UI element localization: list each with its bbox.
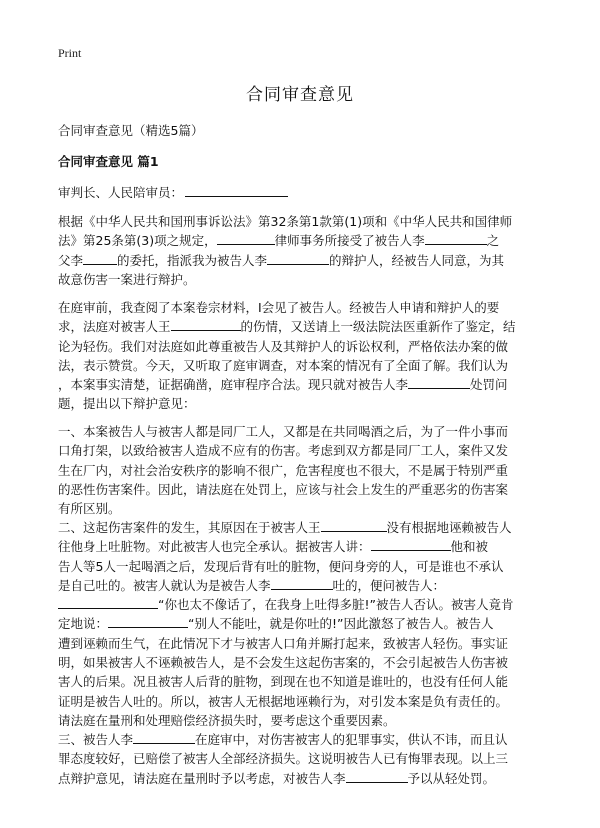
- text-segment: 定地说：: [58, 616, 109, 632]
- text-segment: ，本案事实清楚，证据确凿，庭审程序合法。现只就对被告人李: [58, 377, 409, 393]
- paragraph-point-one: [58, 422, 544, 518]
- blank-line: [133, 730, 195, 744]
- text-segment: 律师事务所接受了被告人李: [274, 233, 425, 249]
- text-segment: 二、这起伤害案件的发生，其原因在于被害人王: [58, 520, 321, 535]
- blank-line: [171, 317, 241, 331]
- print-link[interactable]: Print: [58, 46, 82, 60]
- text-segment: 生在厂内，对社会治安秩序的影响不很广，危害程度也不很大，不是属于特别严重: [58, 462, 509, 478]
- text-segment: 口角打架，以致给被害人造成不应有的伤害。考虑到双方都是同厂工人，案件又发: [58, 443, 509, 459]
- text-line: [58, 730, 544, 749]
- text-segment: 明，如果被害人不诬赖被告人，是不会发生这起伤害案的，不会引起被告人伤害被: [58, 655, 509, 671]
- text-line: [58, 537, 544, 556]
- text-line: [58, 394, 544, 413]
- text-segment: 遭到诬赖而生气，在此情况下才与被害人口角并厮打起来，致被害人轻伤。事实证: [58, 635, 509, 651]
- text-segment: 题，提出以下辩护意见：: [58, 396, 196, 412]
- text-line: [58, 692, 544, 711]
- text-line: [58, 672, 544, 691]
- text-line: [58, 231, 544, 250]
- salutation-text: 审判长、人民陪审员：: [58, 185, 184, 200]
- text-line: [58, 375, 544, 394]
- text-segment: 故意伤害一案进行辩护。: [58, 271, 196, 287]
- text-segment: 论为轻伤。我们对法庭如此尊重被告人及其辩护人的诉讼权利，严格依法办案的做: [58, 338, 509, 354]
- paragraph-legal-basis: [58, 212, 544, 289]
- document-title: 合同审查意见: [246, 85, 354, 105]
- blank-line: [321, 518, 387, 532]
- paragraph-point-two: [58, 518, 544, 730]
- blank-line: [267, 251, 329, 265]
- text-line: [58, 614, 544, 633]
- blank-line: [83, 251, 117, 265]
- text-line: [58, 212, 544, 231]
- text-segment: “你也太不像话了，在我身上吐得多脏!”被告人否认。被害人竟肯: [158, 597, 514, 613]
- text-segment: 求，法庭对被害人王: [58, 319, 171, 335]
- text-segment: 点辩护意见，请法庭在量刑时予以考虑，对被告人李: [58, 770, 346, 786]
- text-segment: 罪态度较好，已赔偿了被害人全部经济损失。这说明被告人已有悔罪表现。以上三: [58, 751, 509, 767]
- text-segment: 有所区别。: [58, 501, 121, 517]
- text-segment: “别人不能吐，就是你吐的!”因此激怒了被告人。被告人: [188, 616, 494, 632]
- text-line: [58, 337, 544, 356]
- text-line: [58, 576, 544, 595]
- text-segment: 予以从轻处罚。: [407, 770, 496, 786]
- document-subtitle: 合同审查意见（精选5篇）: [58, 123, 204, 138]
- text-segment: 害人的后果。况且被害人后背的脏物，到现在也不知道是谁吐的，也没有任何人能: [58, 674, 509, 690]
- text-segment: 法，表示赞赏。今天，又听取了庭审调查，对本案的情况有了全面了解。我们认为: [58, 357, 509, 373]
- text-segment: 父李: [58, 252, 84, 268]
- text-line: [58, 422, 544, 441]
- text-line: [58, 557, 544, 576]
- text-line: [58, 595, 544, 614]
- text-line: [58, 317, 544, 336]
- text-segment: 是自己吐的。被害人就认为是被告人李: [58, 577, 271, 593]
- text-segment: 吐的，便问被告人：: [332, 577, 446, 593]
- blank-line: [408, 375, 470, 389]
- text-segment: 处罚问: [470, 377, 508, 393]
- text-line: [58, 270, 544, 289]
- text-segment: 三、被告人李: [58, 732, 134, 747]
- text-line: [58, 518, 544, 537]
- text-segment: 法》第25条第(3)项之规定，: [58, 233, 217, 249]
- text-segment: 没有根据地诬赖被告人: [386, 520, 512, 535]
- text-segment: 的辩护人，经被告人同意，为其: [329, 252, 505, 268]
- text-line: [58, 298, 544, 317]
- text-line: [58, 769, 544, 788]
- paragraph-pretrial: [58, 298, 544, 414]
- text-line: [58, 499, 544, 518]
- text-segment: 在庭审前，我查阅了本案卷宗材料，I会见了被告人。经被告人申请和辩护人的要: [58, 300, 500, 315]
- text-segment: 之: [486, 233, 500, 249]
- text-segment: 往他身上吐脏物。对此被害人也完全承认。据被害人讲：: [58, 539, 371, 555]
- text-line: [58, 441, 544, 460]
- text-line: [58, 461, 544, 480]
- text-line: [58, 653, 544, 672]
- text-segment: 证明是被告人吐的。所以，被害人无根据地诬赖行为，对引发本案是负有责任的。: [58, 693, 509, 709]
- text-segment: 告人等5人一起喝酒之后，发现后背有吐的脏物，便问身旁的人，可是谁也不承认: [58, 558, 504, 574]
- text-segment: 请法庭在量刑和处理赔偿经济损失时，要考虑这个重要因素。: [58, 712, 396, 728]
- text-line: [58, 251, 544, 270]
- paragraph-point-three: [58, 730, 544, 788]
- text-line: [58, 480, 544, 499]
- text-line: [58, 634, 544, 653]
- blank-line: [217, 231, 275, 245]
- text-segment: 的委托，指派我为被告人李: [117, 252, 268, 268]
- blank-line: [425, 231, 487, 245]
- text-segment: 的恶性伤害案件。因此，请法庭在处罚上，应该与社会上发生的严重恶劣的伤害案: [58, 481, 509, 497]
- blank-line: [271, 576, 333, 590]
- blank-line: [346, 769, 408, 783]
- text-segment: 一、本案被告人与被害人都是同厂工人，又都是在共同喝酒之后，为了一件小事而: [58, 424, 509, 439]
- text-line: [58, 749, 544, 768]
- text-line: [58, 711, 544, 730]
- text-segment: 在庭审中，对伤害被害人的犯罪事实，供认不讳，而且认: [195, 732, 508, 747]
- blank-line: [58, 595, 158, 609]
- blank-line: [185, 183, 288, 197]
- text-line: [58, 356, 544, 375]
- blank-line: [371, 537, 451, 551]
- text-segment: 他和被: [450, 539, 489, 555]
- text-segment: 的伤情，又送请上一级法院法医重新作了鉴定，结: [240, 319, 516, 335]
- section-heading: 合同审查意见 篇1: [58, 154, 159, 169]
- salutation: [58, 183, 288, 201]
- text-segment: 根据《中华人民共和国刑事诉讼法》第32条第1款第(1)项和《中华人民共和国律师: [58, 214, 513, 229]
- blank-line: [108, 614, 188, 628]
